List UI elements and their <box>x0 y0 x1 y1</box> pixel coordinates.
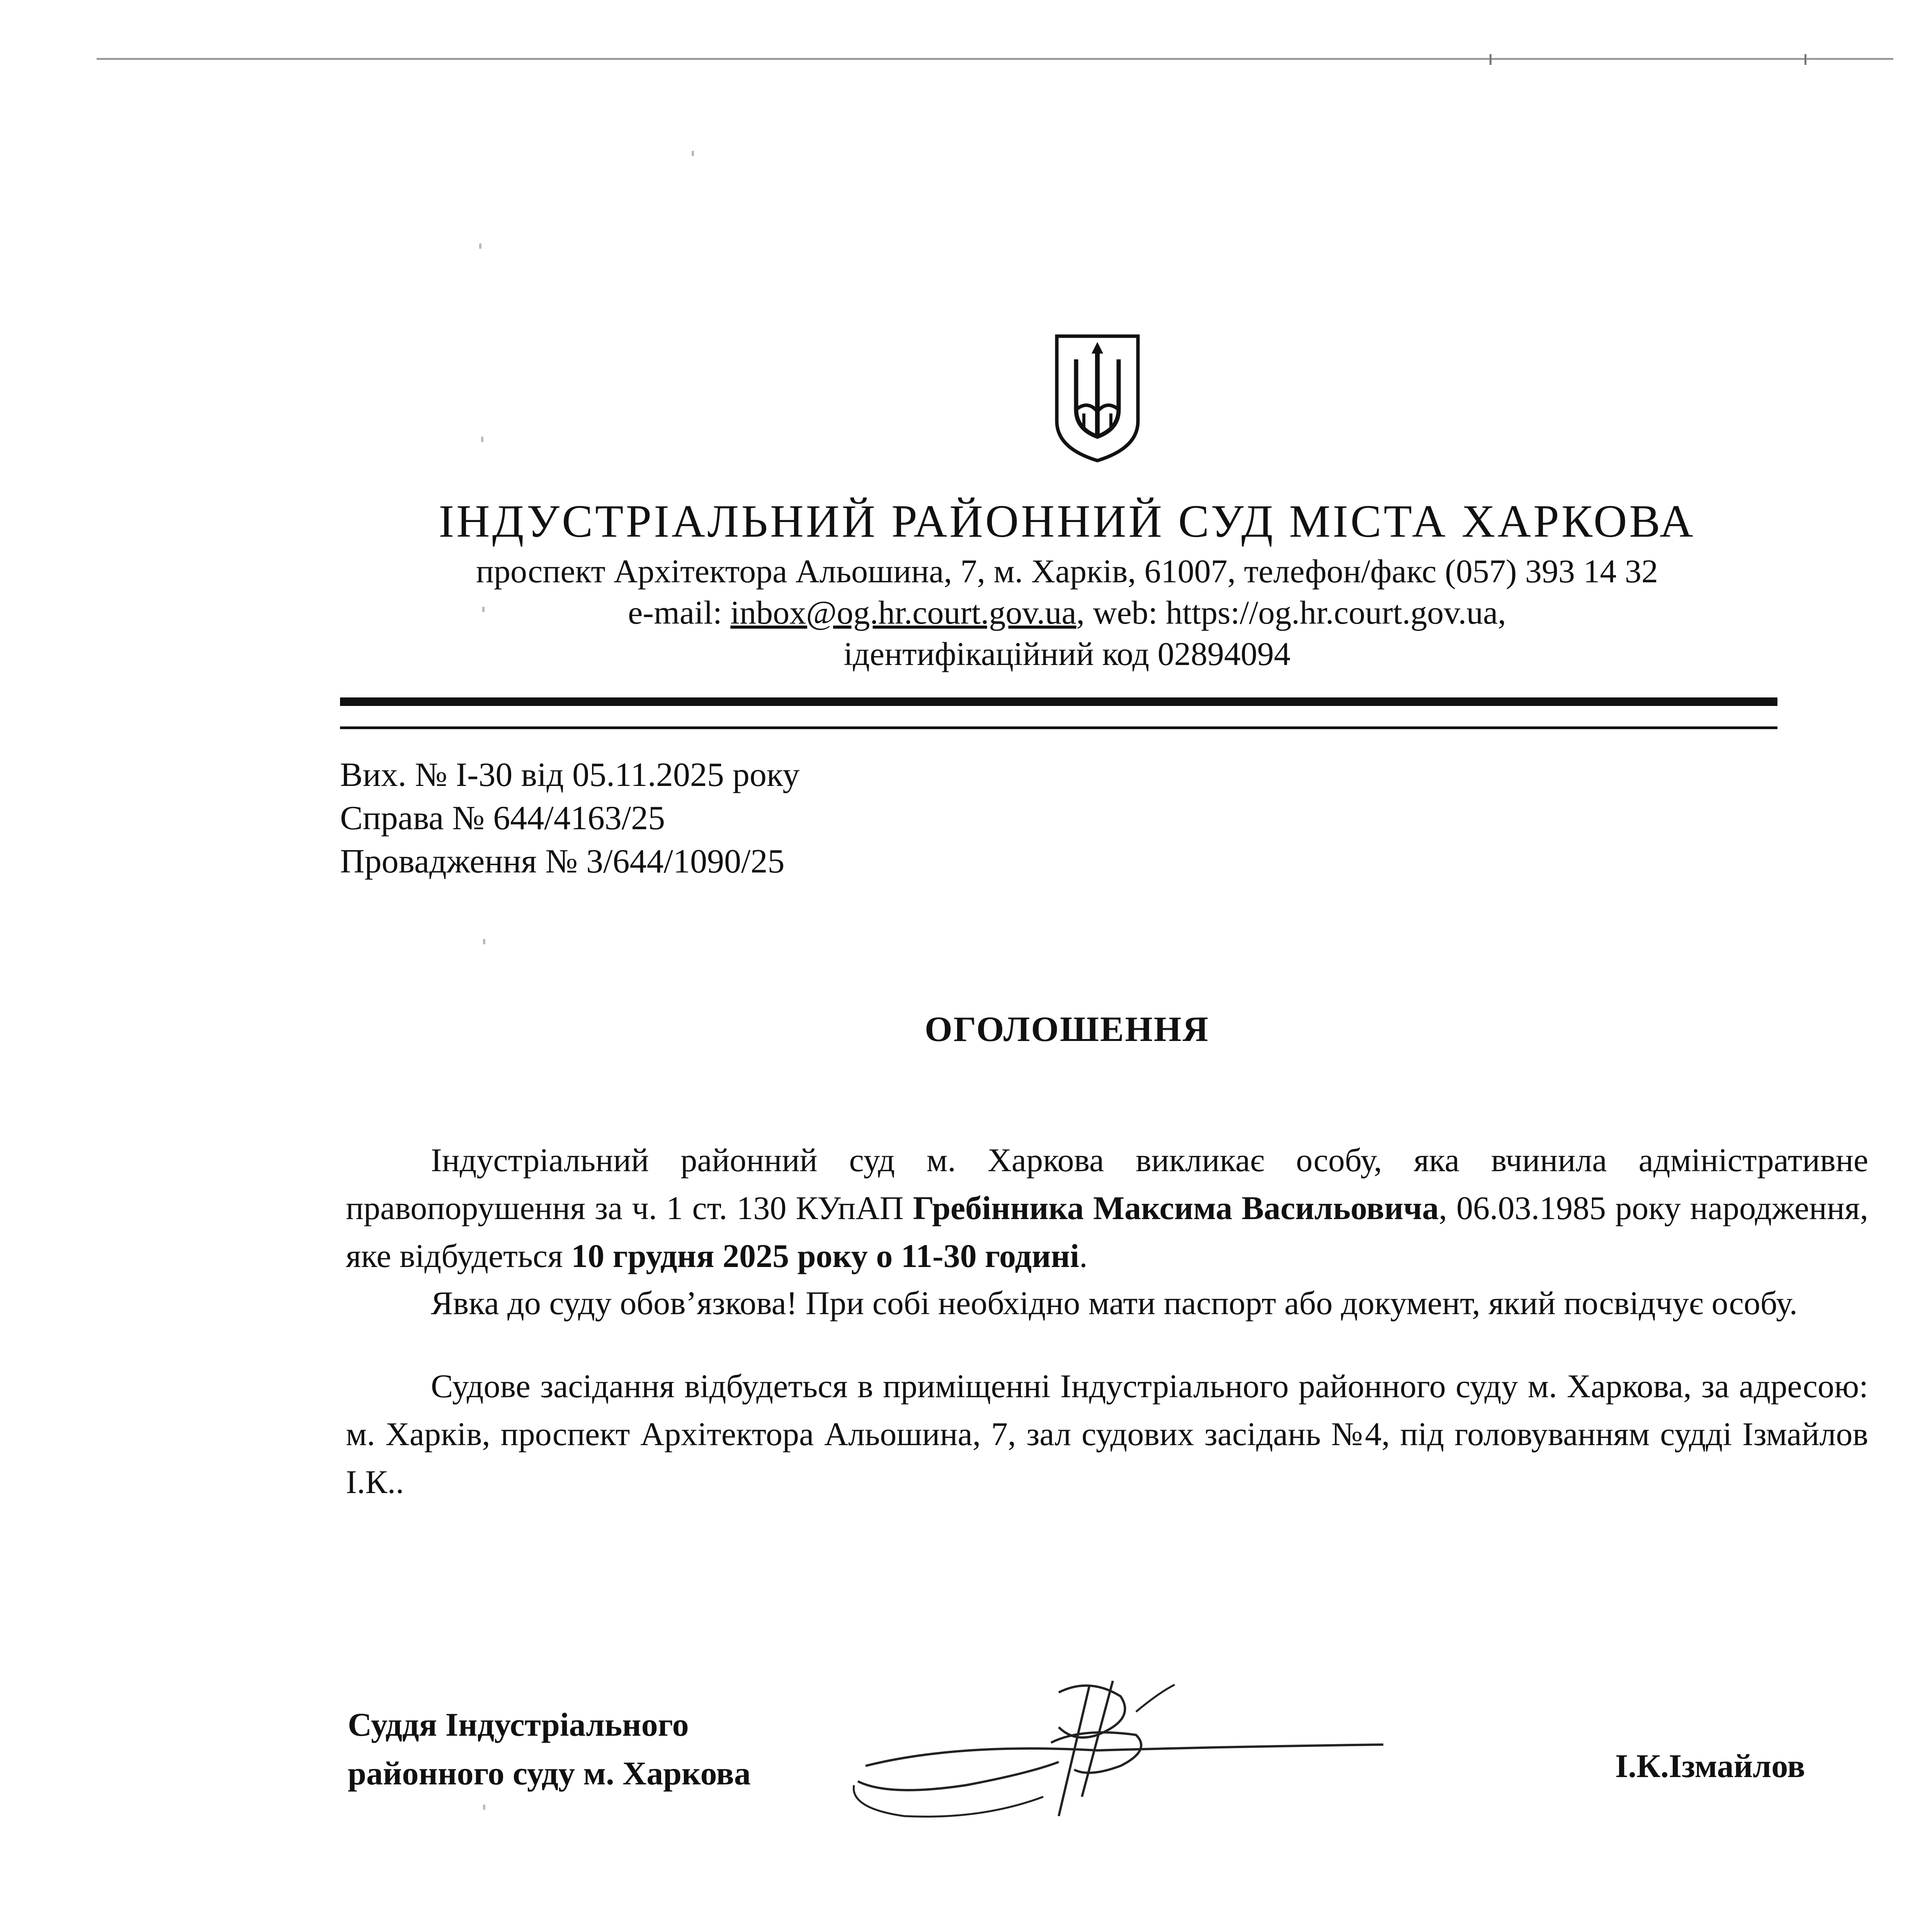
web-text: , web: https://og.hr.court.gov.ua, <box>1076 594 1506 631</box>
defendant-name: Гребінника Максима Васильовича <box>913 1189 1439 1226</box>
proceeding-number: Провадження № 3/644/1090/25 <box>340 843 785 880</box>
court-address: проспект Архітектора Альошина, 7, м. Харків, 61007, телефон/факс (057) 393 14 32 <box>476 553 1658 590</box>
outgoing-number: Вих. № І-30 від 05.11.2025 року <box>340 756 800 794</box>
summons-text-b: , 06.03.1985 року народження, яке відбудеться <box>346 1189 1868 1274</box>
header-rule-thick <box>340 697 1777 706</box>
scan-speck <box>479 243 481 249</box>
court-contacts <box>0 593 1932 632</box>
email-prefix: e-mail: <box>628 594 731 631</box>
handwritten-signature-icon <box>842 1669 1403 1839</box>
body-paragraph-summons <box>346 1136 1868 1280</box>
body-paragraph-attendance: Явка до суду обов’язкова! При собі необхідно мати паспорт або документ, який посвідчує особу. <box>431 1284 1798 1321</box>
judge-role-line: Суддя Індустріального <box>348 1706 689 1743</box>
scan-edge-line <box>97 58 1893 60</box>
announcement-title: ОГОЛОШЕННЯ <box>925 1009 1209 1049</box>
case-number: Справа № 644/4163/25 <box>340 799 665 837</box>
summons-text-c: . <box>1079 1237 1088 1274</box>
scan-mark <box>1490 54 1492 65</box>
trident-coat-of-arms-icon <box>1053 332 1142 464</box>
judge-name: І.К.Ізмайлов <box>1615 1747 1805 1784</box>
summons-text-a: Індустріальний районний суд м. Харкова викликає особу, яка вчинила адміністративне правопорушення за ч. 1 ст. 130 КУпАП <box>346 1141 1868 1226</box>
scan-mark <box>1804 54 1806 65</box>
scan-speck <box>483 1804 485 1810</box>
email-link[interactable]: inbox@og.hr.court.gov.ua <box>730 594 1077 631</box>
document-references <box>340 753 799 883</box>
scan-speck <box>692 151 694 156</box>
judge-role-line: районного суду м. Харкова <box>348 1755 751 1792</box>
court-name: ІНДУСТРІАЛЬНИЙ РАЙОННИЙ СУД МІСТА ХАРКОВА <box>439 495 1696 547</box>
scan-speck <box>481 437 483 442</box>
scan-speck <box>483 939 485 944</box>
hearing-date: 10 грудня 2025 року о 11-30 годині <box>571 1237 1080 1274</box>
body-paragraph-venue: Судове засідання відбудеться в приміщенні Індустріального районного суду м. Харкова, за адресою: м. Харків, проспект Архітектора Альошина, 7, зал судових засідань №4, під головуванням судді Ізмайлов І.К.. <box>346 1367 1868 1500</box>
header-rule-thin <box>340 726 1777 729</box>
judge-role <box>348 1700 751 1798</box>
court-id-code: ідентифікаційний код 02894094 <box>844 635 1291 672</box>
